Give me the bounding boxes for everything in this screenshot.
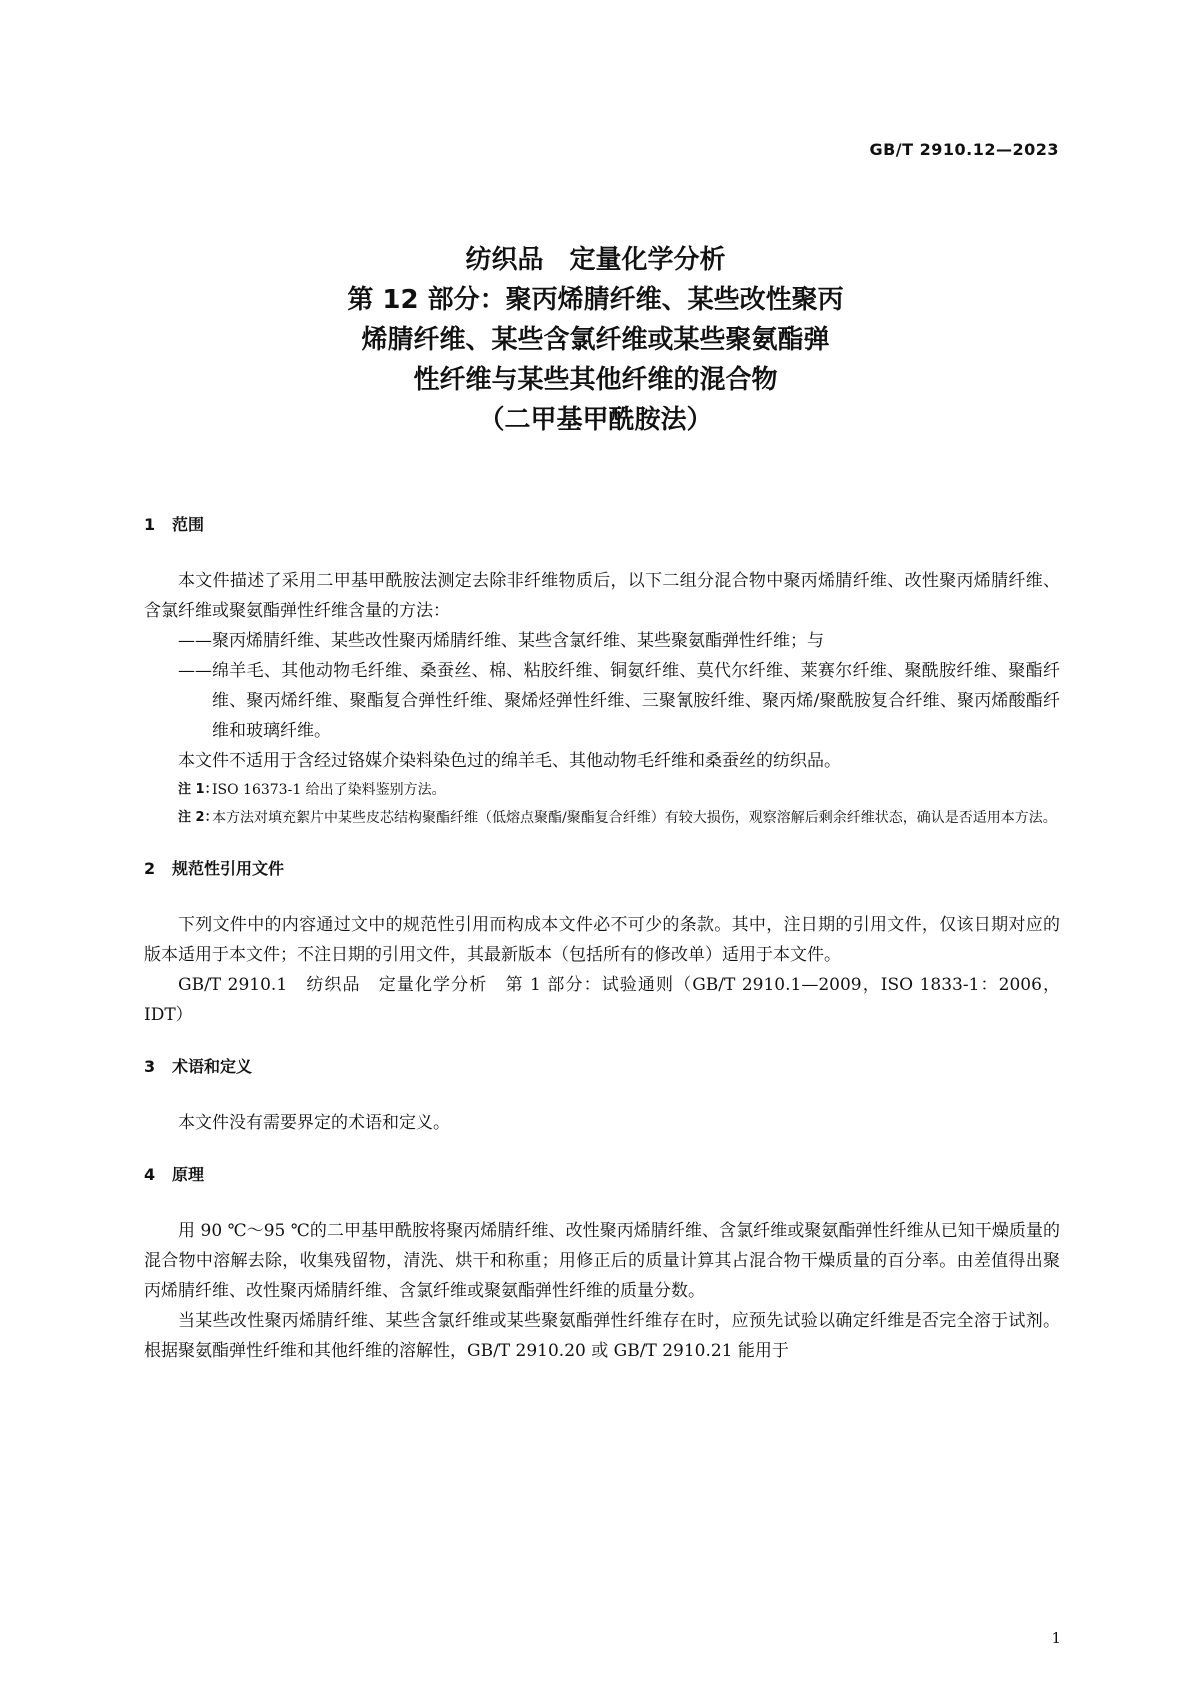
list-item-text: 绵羊毛、其他动物毛纤维、桑蚕丝、棉、粘胶纤维、铜氨纤维、莫代尔纤维、莱赛尔纤维、聚酰胺纤维、聚酯纤维、聚丙烯纤维、聚酯复合弹性纤维、聚烯烃弹性纤维、三聚氰胺纤维、聚丙烯/聚酰胺复合纤维、聚丙烯酸酯纤维和玻璃纤维。 <box>212 661 1060 741</box>
list-item <box>144 626 1060 656</box>
list-dash: —— <box>178 661 212 681</box>
paragraph: 下列文件中的内容通过文中的规范性引用而构成本文件必不可少的条款。其中，注日期的引用文件，仅该日期对应的版本适用于本文件；不注日期的引用文件，其最新版本（包括所有的修改单）适用于本文件。 <box>144 915 1060 965</box>
section-number: 4 <box>144 1165 156 1184</box>
list-item-text: 聚丙烯腈纤维、某些改性聚丙烯腈纤维、某些含氯纤维、某些聚氨酯弹性纤维；与 <box>212 631 824 651</box>
note-text: ISO 16373-1 给出了染料鉴别方法。 <box>212 782 446 798</box>
section-number: 2 <box>144 859 156 878</box>
title-line-4: 性纤维与某些其他纤维的混合物 <box>413 365 778 395</box>
note-label: 注 1： <box>178 782 218 797</box>
note-2 <box>144 804 1060 832</box>
paragraph: 本文件描述了采用二甲基甲酰胺法测定去除非纤维物质后，以下二组分混合物中聚丙烯腈纤维、改性聚丙烯腈纤维、含氯纤维或聚氨酯弹性纤维含量的方法： <box>144 571 1060 621</box>
title-line-2: 第 12 部分：聚丙烯腈纤维、某些改性聚丙 <box>347 285 844 315</box>
section-title: 规范性引用文件 <box>172 859 285 878</box>
standard-code: GB/T 2910.12—2023 <box>869 140 1059 159</box>
note-text: 本方法对填充絮片中某些皮芯结构聚酯纤维（低熔点聚酯/聚酯复合纤维）有较大损伤，观察溶解后剩余纤维状态，确认是否适用本方法。 <box>212 810 1057 826</box>
section-number: 1 <box>144 515 156 534</box>
document-title <box>0 240 1191 440</box>
section-title: 原理 <box>172 1165 205 1184</box>
note-label: 注 2： <box>178 810 218 825</box>
section-1-heading <box>144 510 1060 540</box>
section-title: 范围 <box>172 515 205 534</box>
list-dash: —— <box>178 631 212 651</box>
list-item <box>144 656 1060 746</box>
normative-reference: GB/T 2910.1 纺织品 定量化学分析 第 1 部分：试验通则（GB/T 2910.1—2009，ISO 1833-1：2006，IDT） <box>144 975 1060 1025</box>
paragraph: 当某些改性聚丙烯腈纤维、某些含氯纤维或某些聚氨酯弹性纤维存在时，应预先试验以确定纤维是否完全溶于试剂。根据聚氨酯弹性纤维和其他纤维的溶解性，GB/T 2910.20 或 GB/T 2910.21 能用于 <box>144 1311 1060 1361</box>
paragraph: 本文件不适用于含经过铬媒介染料染色过的绵羊毛、其他动物毛纤维和桑蚕丝的纺织品。 <box>178 751 841 771</box>
document-body <box>144 510 1060 1366</box>
section-2-heading <box>144 854 1060 884</box>
section-4-heading <box>144 1160 1060 1190</box>
title-line-1: 纺织品 定量化学分析 <box>465 245 726 275</box>
title-line-5: （二甲基甲酰胺法） <box>478 405 713 435</box>
paragraph: 本文件没有需要界定的术语和定义。 <box>178 1113 450 1133</box>
paragraph: 用 90 ℃～95 ℃的二甲基甲酰胺将聚丙烯腈纤维、改性聚丙烯腈纤维、含氯纤维或聚氨酯弹性纤维从已知干燥质量的混合物中溶解去除，收集残留物，清洗、烘干和称重；用修正后的质量计算其占混合物干燥质量的百分率。由差值得出聚丙烯腈纤维、改性聚丙烯腈纤维、含氯纤维或聚氨酯弹性纤维的质量分数。 <box>144 1221 1060 1301</box>
section-title: 术语和定义 <box>172 1057 253 1076</box>
section-number: 3 <box>144 1057 156 1076</box>
note-1 <box>144 776 1060 804</box>
title-line-3: 烯腈纤维、某些含氯纤维或某些聚氨酯弹 <box>361 325 830 355</box>
page-number: 1 <box>1051 1629 1061 1647</box>
section-3-heading <box>144 1052 1060 1082</box>
